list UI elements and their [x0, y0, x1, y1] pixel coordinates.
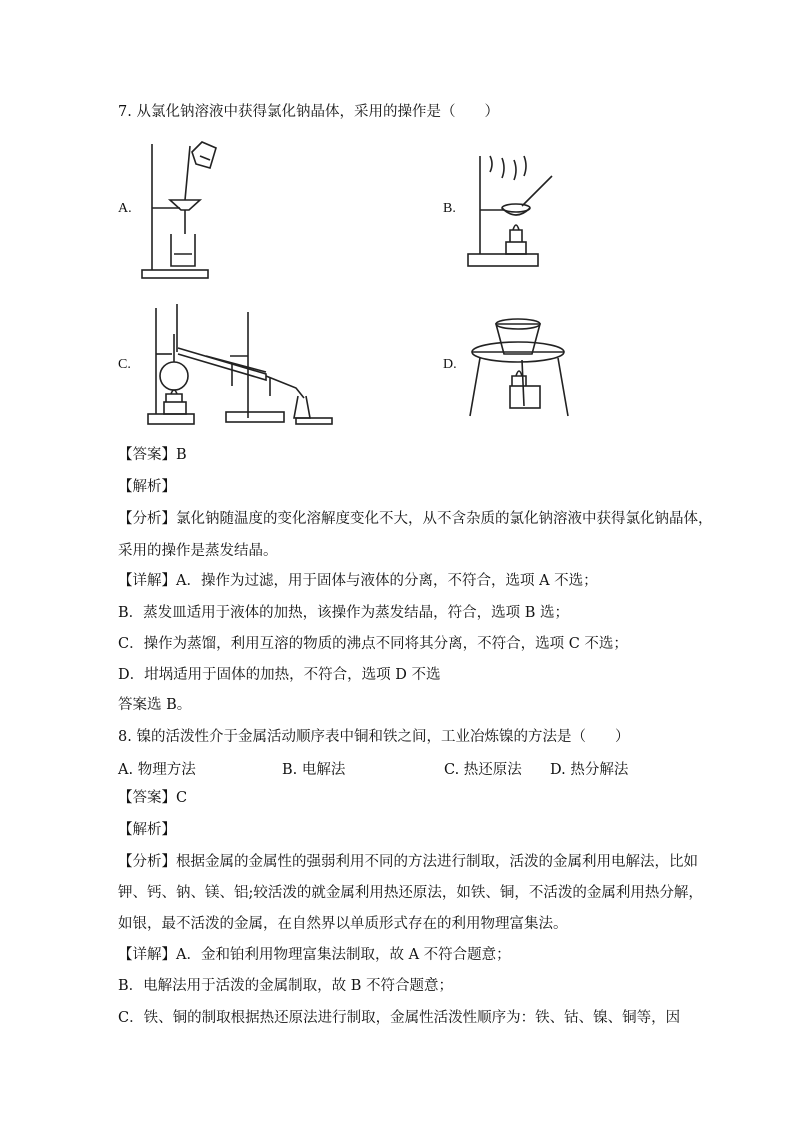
q7-analysis-line-3: 【详解】A．操作为过滤，用于固体与液体的分离，不符合，选项 A 不选；	[118, 573, 598, 589]
q7-answer: 【答案】B	[118, 447, 187, 463]
filtration-apparatus-figure	[140, 138, 220, 282]
q8-analysis-heading: 【解析】	[118, 822, 176, 838]
q8-option-d: D. 热分解法	[550, 762, 629, 778]
option-a-label: A.	[118, 201, 132, 216]
q7-analysis-heading: 【解析】	[118, 479, 176, 495]
q7-analysis-line-1: 【分析】氯化钠随温度的变化溶解度变化不大，从不含杂质的氯化钠溶液中获得氯化钠晶体，	[118, 511, 713, 527]
question-8-stem: 8. 镍的活泼性介于金属活动顺序表中铜和铁之间，工业冶炼镍的方法是（ ）	[118, 729, 630, 745]
q8-answer: 【答案】C	[118, 790, 188, 806]
q8-analysis-line-4: 【详解】A．金和铂利用物理富集法制取，故 A 不符合题意；	[118, 947, 511, 963]
q8-analysis-line-6: C．铁、铜的制取根据热还原法进行制取，金属性活泼性顺序为：铁、钴、镍、铜等，因	[118, 1010, 681, 1026]
q7-analysis-line-2: 采用的操作是蒸发结晶。	[118, 543, 278, 559]
q8-analysis-line-1: 【分析】根据金属的金属性的强弱利用不同的方法进行制取，活泼的金属利用电解法，比如	[118, 854, 698, 870]
q8-analysis-line-3: 如银，最不活泼的金属，在自然界以单质形式存在的利用物理富集法。	[118, 916, 568, 932]
distillation-apparatus-figure	[146, 300, 340, 428]
q7-analysis-line-6: D．坩埚适用于固体的加热，不符合，选项 D 不选	[118, 667, 441, 683]
q8-option-c: C. 热还原法	[444, 762, 522, 778]
q7-analysis-line-7: 答案选 B。	[118, 697, 192, 713]
crucible-heating-figure	[466, 308, 572, 420]
option-d-label: D.	[443, 357, 457, 372]
evaporation-apparatus-figure	[466, 150, 558, 268]
q7-analysis-line-5: C．操作为蒸馏，利用互溶的物质的沸点不同将其分离，不符合，选项 C 不选；	[118, 636, 628, 652]
option-b-label: B.	[443, 201, 456, 216]
q8-analysis-line-2: 钾、钙、钠、镁、铝;较活泼的就金属利用热还原法，如铁、铜，不活泼的金属利用热分解，	[118, 885, 703, 901]
q8-option-a: A. 物理方法	[118, 762, 196, 778]
q7-analysis-line-4: B．蒸发皿适用于液体的加热，该操作为蒸发结晶，符合，选项 B 选；	[118, 605, 570, 621]
question-7-stem: 7. 从氯化钠溶液中获得氯化钠晶体，采用的操作是（ ）	[118, 104, 499, 120]
q8-option-b: B. 电解法	[282, 762, 346, 778]
q8-analysis-line-5: B．电解法用于活泼的金属制取，故 B 不符合题意；	[118, 978, 454, 994]
option-c-label: C.	[118, 357, 131, 372]
